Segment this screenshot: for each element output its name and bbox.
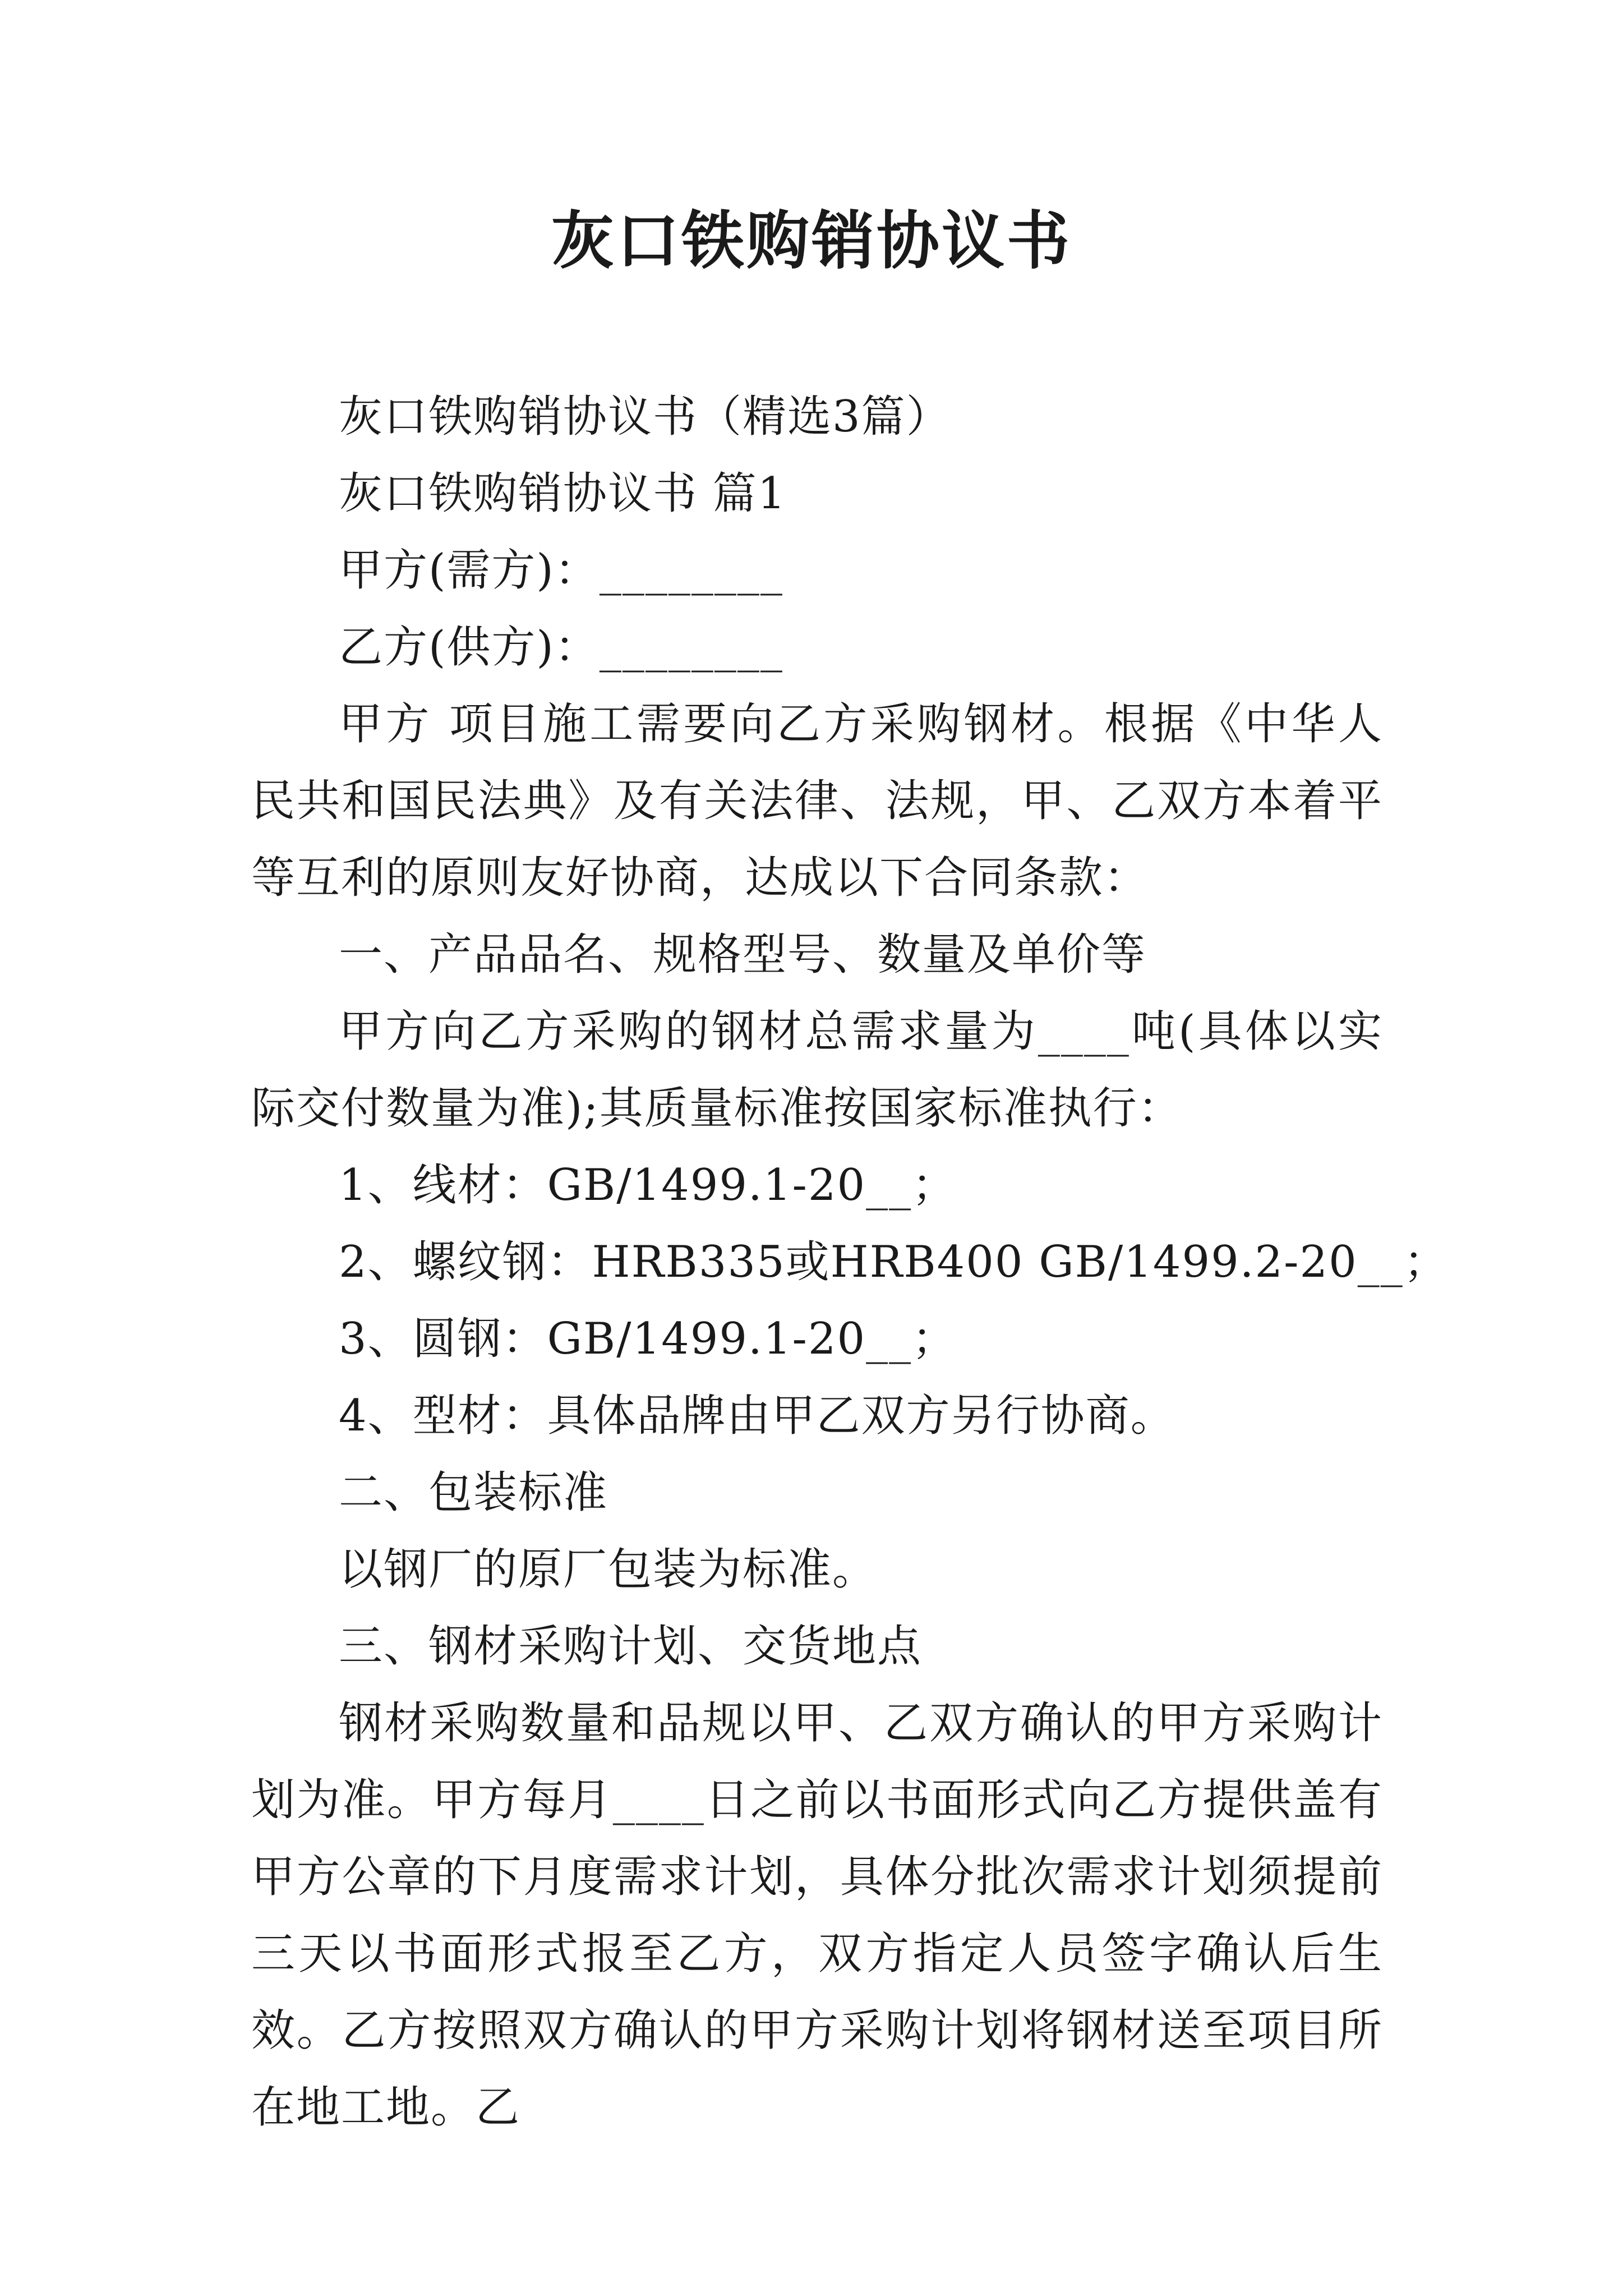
clause-1-paragraph: 甲方向乙方采购的钢材总需求量为____吨(具体以实际交付数量为准);其质量标准按国家标准执行： (251, 1006, 1383, 1134)
clause-2-paragraph: 以钢厂的原厂包装为标准。 (339, 1544, 878, 1595)
clause-2-heading: 二、包装标准 (339, 1467, 608, 1518)
list-item-round-steel: 3、圆钢：GB/1499.1-20__； (339, 1314, 957, 1364)
party-a-line: 甲方(需方)：________ (339, 545, 783, 596)
preamble-paragraph: 甲方 项目施工需要向乙方采购钢材。根据《中华人民共和国民法典》及有关法律、法规，甲、乙双方本着平等互利的原则友好协商，达成以下合同条款： (251, 699, 1383, 903)
subtitle-paragraph: 灰口铁购销协议书（精选3篇） (339, 392, 951, 442)
list-item-profiles: 4、型材：具体品牌由甲乙双方另行协商。 (339, 1391, 1175, 1441)
clause-3-paragraph: 钢材采购数量和品规以甲、乙双方确认的甲方采购计划为准。甲方每月____日之前以书面形式向乙方提供盖有甲方公章的下月度需求计划，具体分批次需求计划须提前三天以书面形式报至乙方，双方指定人员签字确认后生效。乙方按照双方确认的甲方采购计划将钢材送至项目所在地工地。乙 (251, 1698, 1383, 2133)
clause-1-heading: 一、产品品名、规格型号、数量及单价等 (339, 930, 1147, 980)
list-item-wire-rod: 1、线材：GB/1499.1-20__； (339, 1160, 957, 1211)
section-heading-part-1: 灰口铁购销协议书 篇1 (339, 468, 787, 519)
clause-3-heading: 三、钢材采购计划、交货地点 (339, 1621, 923, 1672)
document-title: 灰口铁购销协议书 (551, 204, 1072, 278)
list-item-rebar: 2、螺纹钢：HRB335或HRB400 GB/1499.2-20__； (339, 1237, 1449, 1287)
party-b-line: 乙方(供方)：________ (339, 622, 783, 673)
document-body (251, 379, 1449, 2146)
